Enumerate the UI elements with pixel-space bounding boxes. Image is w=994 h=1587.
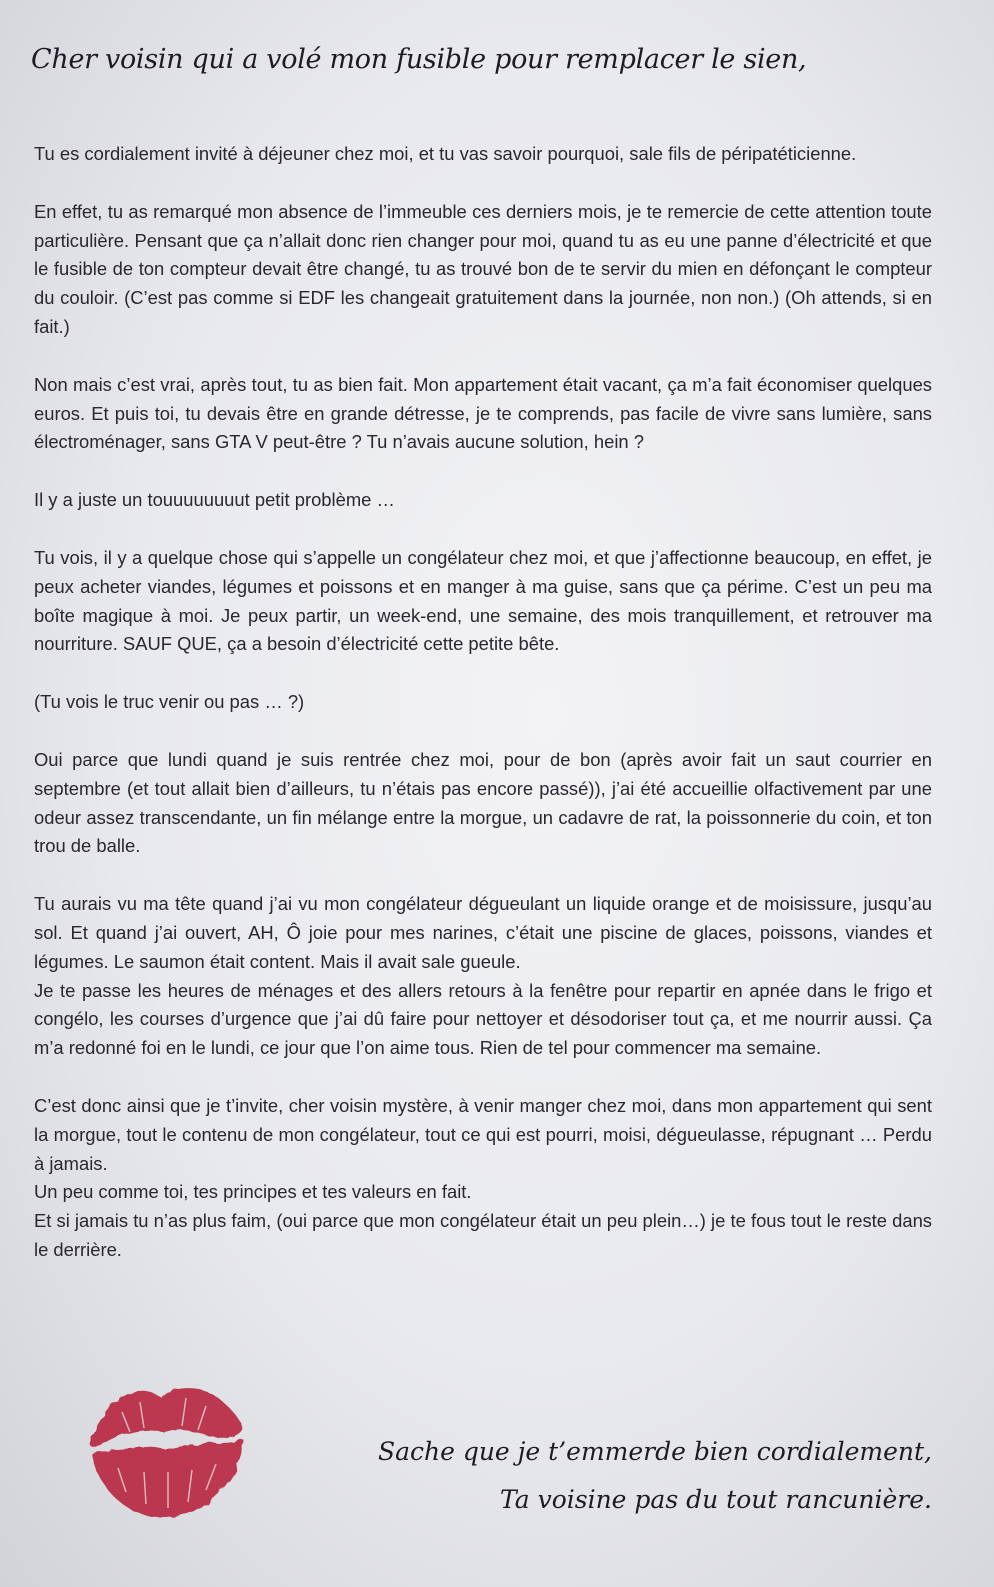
lipstick-kiss-icon [82,1368,254,1528]
paragraph-principles: Un peu comme toi, tes principes et tes valeurs en fait. [34,1181,472,1203]
paragraph-final-threat: Et si jamais tu n’as plus faim, (oui parce que mon congélateur était un peu plein…) je te fous tout le reste dans le derrière. [34,1210,932,1260]
paragraph-freezer: Tu vois, il y a quelque chose qui s’appelle un congélateur chez moi, et que j’affectionne beaucoup, en effet, je peux acheter viandes, légumes et poissons et en manger à ma guise, sans que ça périme. C’est un peu ma boîte magique à moi. Je peux partir, un week-end, une semaine, des mois tranquillement, et retrouver ma nourriture. SAUF QUE, ça a besoin d’électricité cette petite bête. [34,546,932,655]
letter-signature [378,1428,932,1524]
closing-line: Sache que je t’emmerde bien cordialement, [377,1437,932,1466]
paragraph-problem: Il y a juste un touuuuuuuut petit problème … [34,489,395,511]
paragraph-discovery: Tu aurais vu ma tête quand j’ai vu mon congélateur dégueulant un liquide orange et de moisissure, jusqu’au sol. Et quand j’ai ouvert, AH, Ô joie pour mes narines, c’était une piscine de glaces, poissons, viandes et légumes. Le saumon était content. Mais il avait sale gueule. [34,893,932,972]
paragraph-fuse-theft: En effet, tu as remarqué mon absence de l’immeuble ces derniers mois, je te remercie de cette attention toute particulière. Pensant que ça n’allait donc rien changer pour moi, quand tu as eu une panne d’électricité et que le fusible de ton compteur devait être changé, tu as trouvé bon de te servir du mien en défonçant le compteur du couloir. (C’est pas comme si EDF les changeait gratuitement dans la journée, non non.) (Oh attends, si en fait.) [34,200,932,337]
paragraph-return: Oui parce que lundi quand je suis rentrée chez moi, pour de bon (après avoir fait un saut courrier en septembre (et tout allait bien d’ailleurs, tu n’étais pas encore passé)), j’ai été accueillie olfactivement par une odeur assez transcendante, un fin mélange entre la morgue, un cadavre de rat, la poissonnerie du coin, et ton trou de balle. [34,748,932,857]
paragraph-counter-invite: C’est donc ainsi que je t’invite, cher voisin mystère, à venir manger chez moi, dans mon appartement qui sent la morgue, tout le contenu de mon congélateur, tout ce qui est pourri, moisi, dégueulasse, répugnant … Perdu à jamais. [34,1094,932,1174]
letter-body [34,140,932,1265]
letter-title: Cher voisin qui a volé mon fusible pour remplacer le sien, [31,44,807,75]
paragraph-cleanup: Je te passe les heures de ménages et des allers retours à la fenêtre pour repartir en apnée dans le frigo et congélo, les courses d’urgence que j’ai dû faire pour nettoyer et désodoriser tout ça, et me nourrir aussi. Ça m’a redonné foi en le lundi, ce jour que l’on aime tous. Rien de tel pour commencer ma semaine. [34,979,932,1059]
paragraph-sarcasm: Non mais c’est vrai, après tout, tu as bien fait. Mon appartement était vacant, ça m’a fait économiser quelques euros. Et puis toi, tu devais être en grande détresse, je te comprends, pas facile de vivre sans lumière, sans électroménager, sans GTA V peut-être ? Tu n’avais aucune solution, hein ? [34,373,932,453]
paragraph-invitation: Tu es cordialement invité à déjeuner chez moi, et tu vas savoir pourquoi, sale fils de péripatéticienne. [34,143,857,164]
paragraph-aside: (Tu vois le truc venir ou pas … ?) [34,691,305,713]
signature-line: Ta voisine pas du tout rancunière. [500,1485,932,1514]
